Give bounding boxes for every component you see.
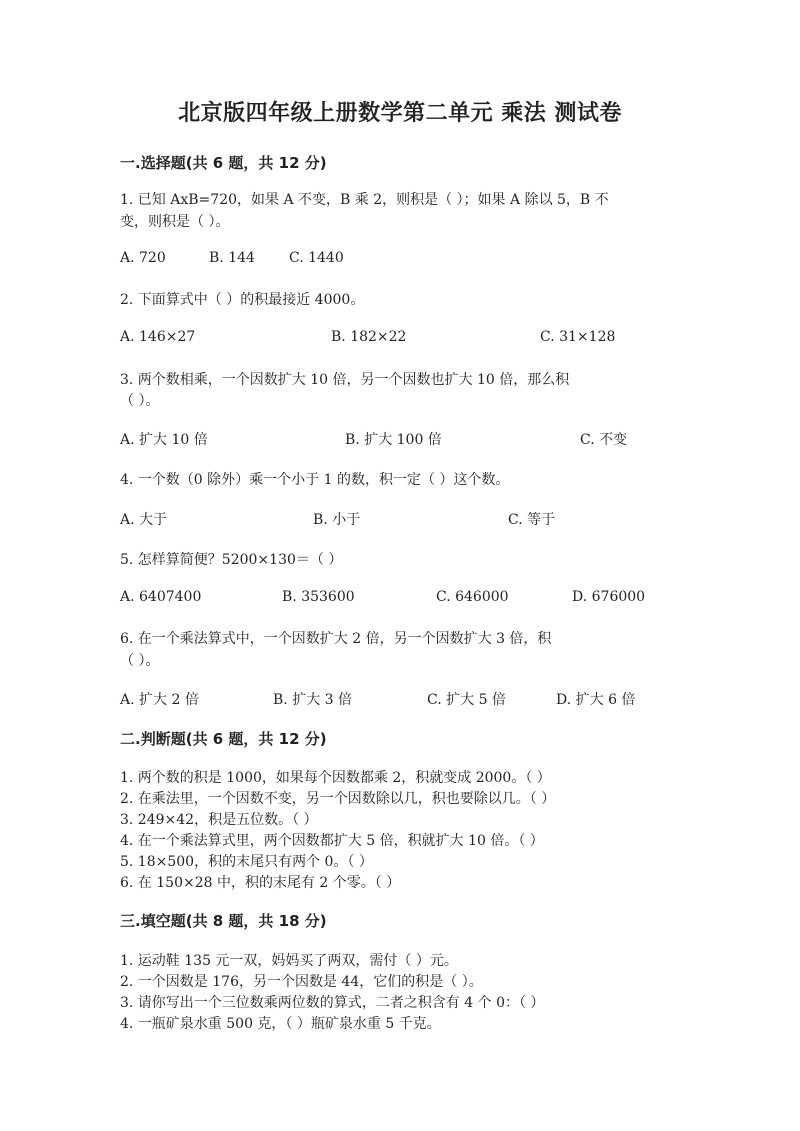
question-1-option-c: C. 1440 <box>289 250 344 266</box>
question-5-option-d: D. 676000 <box>572 589 646 605</box>
question-3-option-a: A. 扩大 10 倍 <box>120 432 208 448</box>
question-1-line-1: 1. 已知 AxB=720，如果 A 不变，B 乘 2，则积是（ ）；如果 A 除以 5，B 不 <box>120 192 609 208</box>
question-4-option-a: A. 大于 <box>120 512 168 528</box>
fill-item-2: 2. 一个因数是 176，另一个因数是 44，它们的积是（ ）。 <box>120 974 483 990</box>
question-3-line-2: （ ）。 <box>120 393 160 409</box>
question-1-line-2: 变，则积是（ ）。 <box>120 214 230 230</box>
judgment-item-3: 3. 249×42，积是五位数。（ ） <box>120 812 318 828</box>
question-5-option-b: B. 353600 <box>282 589 355 605</box>
question-2-option-c: C. 31×128 <box>540 329 616 345</box>
question-6-option-c: C. 扩大 5 倍 <box>427 692 506 708</box>
fill-item-4: 4. 一瓶矿泉水重 500 克，（ ）瓶矿泉水重 5 千克。 <box>120 1016 441 1032</box>
question-2-option-b: B. 182×22 <box>331 329 407 345</box>
question-3-option-c: C. 不变 <box>580 432 628 448</box>
judgment-item-2: 2. 在乘法里，一个因数不变，另一个因数除以几，积也要除以几。（ ） <box>120 791 556 807</box>
section-heading-fill-blank: 三.填空题(共 8 题，共 18 分) <box>120 912 327 930</box>
question-6-option-d: D. 扩大 6 倍 <box>556 692 636 708</box>
section-heading-judgment: 二.判断题(共 6 题，共 12 分) <box>120 730 327 748</box>
question-6-option-a: A. 扩大 2 倍 <box>120 692 199 708</box>
question-6-option-b: B. 扩大 3 倍 <box>273 692 352 708</box>
question-5-option-c: C. 646000 <box>436 589 509 605</box>
question-2-option-a: A. 146×27 <box>120 329 196 345</box>
judgment-item-6: 6. 在 150×28 中，积的末尾有 2 个零。（ ） <box>120 875 401 891</box>
question-1-option-b: B. 144 <box>209 250 255 266</box>
question-4-option-b: B. 小于 <box>313 512 361 528</box>
judgment-item-1: 1. 两个数的积是 1000，如果每个因数都乘 2，积就变成 2000。（ ） <box>120 770 551 786</box>
question-6-line-2: （ ）。 <box>120 653 160 669</box>
fill-item-3: 3. 请你写出一个三位数乘两位数的算式，二者之积含有 4 个 0：（ ） <box>120 995 545 1011</box>
question-6-line-1: 6. 在一个乘法算式中，一个因数扩大 2 倍，另一个因数扩大 3 倍，积 <box>120 631 552 647</box>
question-1-option-a: A. 720 <box>120 250 166 266</box>
question-3-line-1: 3. 两个数相乘，一个因数扩大 10 倍，另一个因数也扩大 10 倍，那么积 <box>120 372 570 388</box>
fill-item-1: 1. 运动鞋 135 元一双，妈妈买了两双，需付（ ）元。 <box>120 953 458 969</box>
page-title: 北京版四年级上册数学第二单元 乘法 测试卷 <box>178 101 622 126</box>
question-3-option-b: B. 扩大 100 倍 <box>345 432 442 448</box>
section-heading-choice: 一.选择题(共 6 题，共 12 分) <box>120 154 327 172</box>
question-4-option-c: C. 等于 <box>508 512 556 528</box>
question-5-option-a: A. 6407400 <box>120 589 202 605</box>
judgment-item-5: 5. 18×500，积的末尾只有两个 0。（ ） <box>120 854 373 870</box>
judgment-item-4: 4. 在一个乘法算式里，两个因数都扩大 5 倍，积就扩大 10 倍。（ ） <box>120 833 544 849</box>
question-5-line-1: 5. 怎样算简便？5200×130＝（ ） <box>120 552 343 568</box>
question-2-line-1: 2. 下面算式中（ ）的积最接近 4000。 <box>120 292 365 308</box>
question-4-line-1: 4. 一个数（0 除外）乘一个小于 1 的数，积一定（ ）这个数。 <box>120 472 510 488</box>
